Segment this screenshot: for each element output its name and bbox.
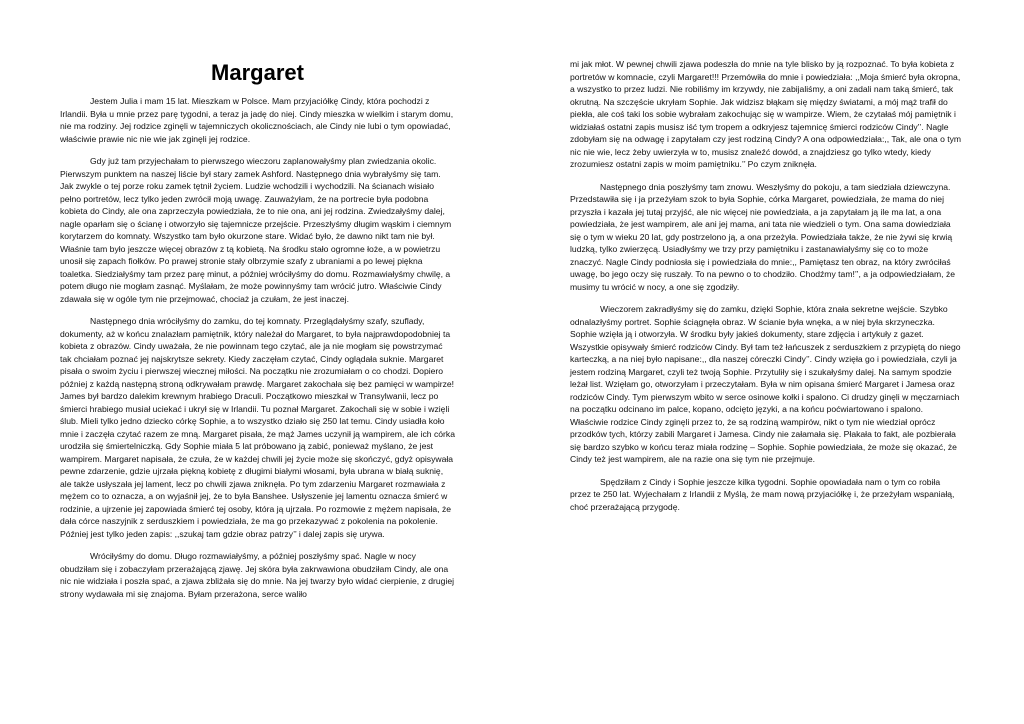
right-page (570, 0, 963, 724)
paragraph-ending: Spędziłam z Cindy i Sophie jeszcze kilka tygodni. Sophie opowiadała nam o tym co robiła przez te 250 lat. Wyjechałam z Irlandii z Myślą, że mam nową przyjaciółkę i, że przeżyłam wspaniałą, choć przerażającą przygodę. (570, 476, 955, 512)
paragraph-ghost-continued: mi jak młot. W pewnej chwili zjawa podeszła do mnie na tyle blisko by ją rozpoznać. To była kobieta z portretów w komnacie, czyli Margaret!!! Przemówiła do mnie i powiedziała: ,,Moja śmierć była okropna, a wszystko to przez ludzi. Nie robiliśmy im krzywdy, nie zabijaliśmy, a oni zadali nam taką śmierć, tak okrutną. Na szczęście ukryłam Sophie. Jak widzisz błąkam się między światami, a mój mąż trafił do piekła, ale coś taki los sobie wybrałam zakochując się w wampirze. Wiem, że czytałaś mój pamiętnik i widziałaś ostatni zapis musisz iść tym tropem a odkryjesz tajemnicę śmierci rodziców Cindy’’. Nagle zdobyłam się na odwagę i zapytałam czy jest rodziną Cindy? A ona odpowiedziała:,, Tak, ale ona o tym nic nie wie, lecz żeby uwierzyła w to, musisz znaleźć dowód, a znajdziesz go tylko wtedy, kiedy zrozumiesz ostatni zapis w moim pamiętniku.’’ Po czym zniknęła. (570, 59, 962, 169)
paragraph-diary: Następnego dnia wróciłyśmy do zamku, do tej komnaty. Przeglądałyśmy szafy, szuflady, dokumenty, aż w końcu znalazłam pamiętnik, który należał do Margaret, to była najprawdopodobniej ta kobieta z obrazów. Cindy uważała, że nie powinnam tego czytać, ale ja nie mogłam się powstrzymać tak chciałam poznać jej najskrytsze sekrety. Kiedy zaczęłam czytać, Cindy oglądała suknie. Margaret pisała o swoim życiu i pierwszej wiecznej miłości. Na początku nie zrozumiałam o co chodzi. Dopiero później z każdą następną stroną odkrywałam prawdę. Margaret zakochała się bez pamięci w wampirze! James był bardzo dalekim krewnym hrabiego Draculi. Początkowo mieszkał w Transylwanii, lecz po śmierci hrabiego musiał uciekać i ukrył się w Irlandii. Tu poznał Margaret. Zakochali się w sobie i wzięli ślub. Mieli tylko jedno dziecko córkę Sophie, a to wszystko działo się 250 lat temu. Cindy usiadła koło mnie i zaczęła czytać razem ze mną. Margaret pisała, że mąż James uczynił ją wampirem, ale ich córka urodziła się śmiertelniczką. Gdy Sophie miała 5 lat próbowano ją zabić, ponieważ myślano, że jest wampirem. Margaret napisała, że czuła, że w każdej chwili jej życie może się skończyć, gdyż opisywała pewne zdarzenie, gdzie ujrzała piękną kobietę z długimi białymi włosami, była ubrana w białą suknię, ale także usłyszała jej lament, lecz po chwili zjawa zniknęła. Po tym zdarzeniu Margaret rozmawiała z mężem co to oznacza, a on wyjaśnił jej, że to była Banshee. Usłyszenie jej lamentu oznacza śmierć w rodzinie, a ujrzenie jej zapowiada śmierć tej osoby, która ją ujrzała. Po rozmowie z mężem napisała, że dała córce naszyjnik z serduszkiem i powiedziała, że ma go przekazywać z pokolenia na pokolenie. Później jest tylko jeden zapis: ,,szukaj tam gdzie obraz patrzy’’ i dalej zapis się urywa. (60, 316, 455, 539)
story-title: Margaret (211, 60, 304, 85)
paragraph-portrait: Wieczorem zakradłyśmy się do zamku, dzięki Sophie, która znała sekretne wejście. Szybko odnalazłyśmy portret. Sophie ściągnęła obraz. W ścianie była wnęka, a w niej była skrzyneczka. Sophie wzięła ją i otworzyła. W środku były jakieś dokumenty, stare zdjęcia i artykuły z gazet. Wszystkie opisywały śmierć rodziców Cindy. Był tam też łańcuszek z serduszkiem z przypiętą do niego karteczką, a na niej było napisane:,, dla naszej córeczki Cindy’’. Cindy wzięła go i powiedziała, czyli ja jestem rodziną Margaret, czyli też twoją Sophie. Przytuliły się i szukałyśmy dalej. Na samym spodzie leżał list. Wzięłam go, otworzyłam i przeczytałam. Była w nim opisana śmierć Margaret i Jamesa oraz rodziców Cindy. Tym pierwszym wbito w serce osinowe kołki i spalono. Ci drudzy ginęli w męczarniach na początku odcinano im palce, kopano, odcięto języki, a na końcu poćwiartowano i spalono. Właściwie rodzice Cindy zginęli przez to, że są rodziną wampirów, nikt o tym nie wiedział oprócz przodków tych, którzy zabili Margaret i Jamesa. Cindy nie załamała się. Płakała to fakt, ale pozbierała się bardzo szybko w końcu teraz miała rodzinę – Sophie. Sophie powiedziała, że może się okazać, że Cindy też jest wampirem, ale na razie ona się tym nie przejmuje. (570, 304, 961, 464)
left-page (60, 0, 455, 724)
paragraph-sophie: Następnego dnia poszłyśmy tam znowu. Weszłyśmy do pokoju, a tam siedziała dziewczyna. Przedstawiła się i ja przeżyłam szok to była Sophie, córka Margaret, powiedziała, że mama do niej przyszła i kazała jej tutaj przyjść, ale nic więcej nie powiedziała, a ja zapytałam ją ile ma lat, a ona powiedziała, że jest wampirem, ale ani jej mama, ani tata nie wiedzieli o tym. Ona sama dowiedziała się o tym w wieku 20 lat, gdy postrzelono ją, a ona przeżyła. Powiedziała także, że nie żywi się krwią ludzką, tylko zwierzęcą. Usiadłyśmy we trzy przy pamiętniku i zastanawiałyśmy się co to może znaczyć. Nagle Cindy podniosła się i powiedziała do mnie:,, Pamiętasz ten obraz, na który zwróciłaś uwagę, bo jego oczy się ruszały. To na pewno o to chodziło. Chodźmy tam!’’, a ja odpowiedziałam, że musimy tu wrócić w nocy, a one się zgodziły. (570, 181, 956, 292)
paragraph-intro: Jestem Julia i mam 15 lat. Mieszkam w Polsce. Mam przyjaciółkę Cindy, która pochodzi z Irlandii. Była u mnie przez parę tygodni, a teraz ja jadę do niej. Cindy mieszka w wielkim i starym domu, nie ma rodziny. Jej rodzice zginęli w tajemniczych okolicznościach, ale Cindy nie lubi o tym opowiadać, właściwie prawie nic nie wie jak zginęli jej rodzice. (60, 96, 454, 144)
paragraph-castle-visit: Gdy już tam przyjechałam to pierwszego wieczoru zaplanowałyśmy plan zwiedzania okolic. Pierwszym punktem na naszej liście był stary zamek Ashford. Następnego dnia wybrałyśmy się tam. Jak zwykle o tej porze roku zamek tętnił życiem. Ludzie wchodzili i wychodzili. Na ścianach wisiało pełno portretów, lecz tylko jeden zwrócił moją uwagę. Zauważyłam, że na portrecie była podobna kobieta do Cindy, ale ona zaprzeczyła powiedziała, że to nie ona, ani jej rodzina. Zwiedzałyśmy dalej, nagle oparłam się o ścianę i otworzyło się tajemnicze przejście. Przeszłyśmy długim wąskim i ciemnym korytarzem do komnaty. Wszystko tam było okurzone stare. Widać było, że dawno nikt tam nie był. Właśnie tam było jeszcze więcej obrazów z tą kobietą. Na środku stało ogromne łoże, a w powietrzu unosił się zapach fiołków. Po prawej stronie stały olbrzymie szafy z ubraniami a po lewej piękna toaletka. Siedziałyśmy tam przez parę minut, a później wróciłyśmy do domu. Rozmawiałyśmy chwilę, a potem długo nie mogłam zasnąć. Myślałam, że może powinnyśmy tam wrócić jutro. Właściwie Cindy zdawała się w ogóle tym nie przejmować, chociaż ja czułam, że jest inaczej. (60, 156, 452, 304)
paragraph-ghost-start: Wróciłyśmy do domu. Długo rozmawiałyśmy, a później poszłyśmy spać. Nagle w nocy obudziłam się i zobaczyłam przerażającą zjawę. Jej skóra była zakrwawiona obudziłam Cindy, ale ona nic nie widziała i poszła spać, a zjawa zbliżała się do mnie. Na jej twarzy było widać cierpienie, z drugiej strony wydawała mi się znajoma. Byłam przerażona, serce waliło (60, 551, 455, 599)
